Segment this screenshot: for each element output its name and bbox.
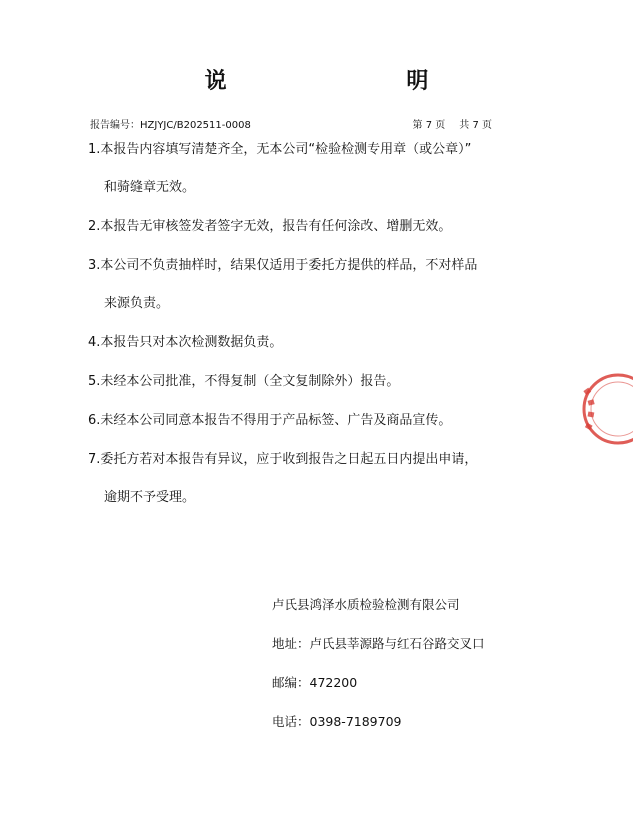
page-indicator — [413, 116, 492, 131]
company-name: 卢氏县鸿泽水质检验检测有限公司 — [272, 597, 460, 612]
page-total: 共 7 页 — [459, 120, 492, 131]
company-address: 地址：卢氏县莘源路与红石谷路交叉口 — [272, 636, 485, 651]
report-header — [90, 116, 492, 131]
notice-item-2: 2.本报告无审核签发者签字无效，报告有任何涂改、增删无效。 — [88, 219, 452, 234]
company-postcode: 邮编：472200 — [272, 675, 358, 690]
notice-list — [88, 140, 518, 508]
notice-item-7: 7.委托方若对本报告有异议，应于收到报告之日起五日内提出申请， — [88, 452, 478, 467]
company-info — [272, 595, 572, 751]
page-number: 第 7 页 — [412, 120, 446, 131]
seal-stamp — [578, 371, 633, 447]
notice-item-7-continued: 逾期不予受理。 — [104, 490, 196, 505]
notice-item-1-continued: 和骑缝章无效。 — [104, 180, 196, 195]
notice-item-4: 4.本报告只对本次检测数据负责。 — [88, 335, 283, 350]
notice-item-6: 6.未经本公司同意本报告不得用于产品标签、广告及商品宣传。 — [88, 413, 452, 428]
notice-item-3: 3.本公司不负责抽样时，结果仅适用于委托方提供的样品，不对样品 — [88, 258, 478, 273]
notice-item-5: 5.未经本公司批准，不得复制（全文复制除外）报告。 — [88, 374, 400, 389]
page-title: 说 明 — [204, 69, 515, 94]
notice-item-3-continued: 来源负责。 — [104, 296, 170, 311]
report-number: 报告编号：HZJYJC/B202511-0008 — [90, 120, 251, 131]
notice-item-1: 1.本报告内容填写清楚齐全，无本公司“检验检测专用章（或公章）” — [88, 142, 472, 157]
seal-stamp-icon — [578, 371, 633, 447]
company-phone: 电话：0398-7189709 — [272, 714, 402, 729]
